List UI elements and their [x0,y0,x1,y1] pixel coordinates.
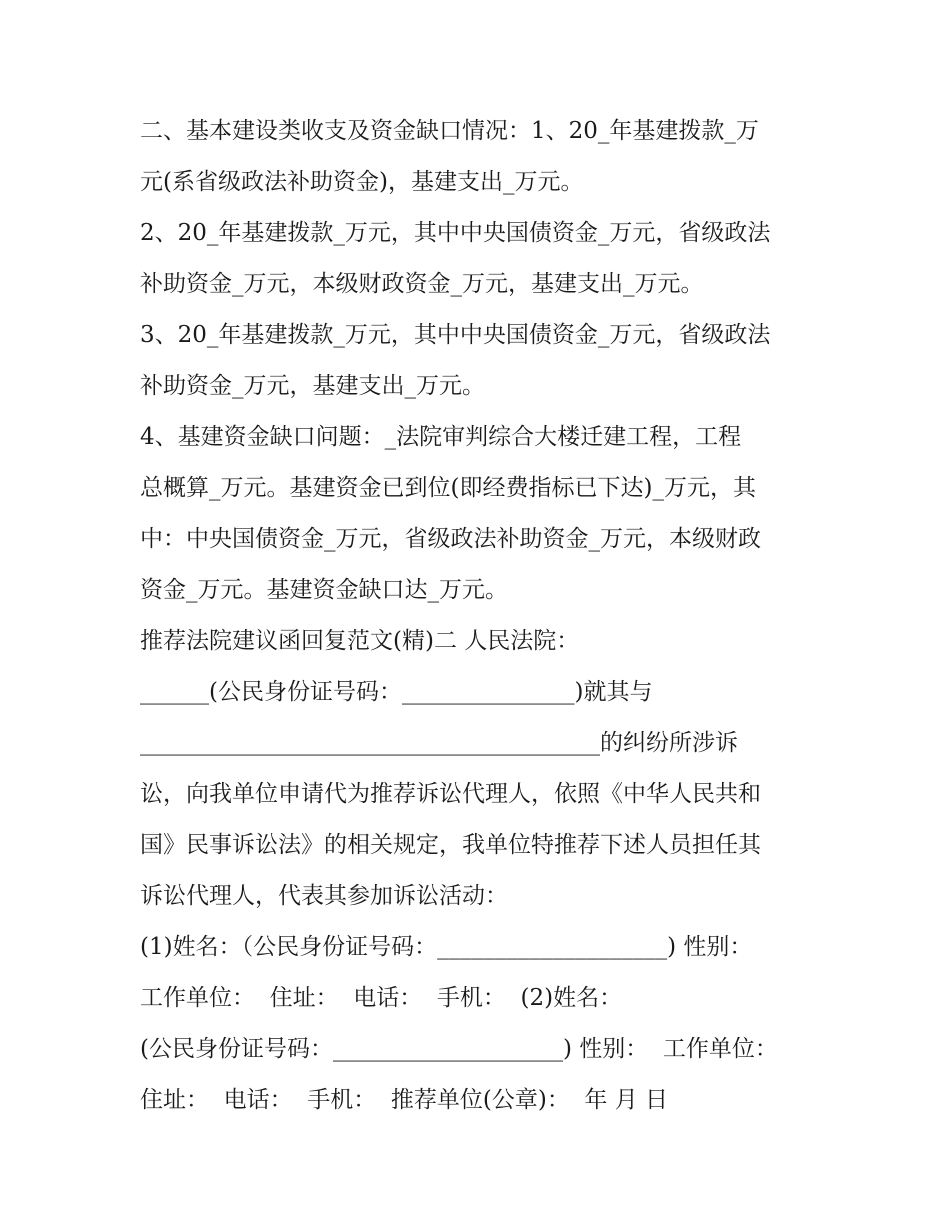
text-line: ________________________________________的纠纷所涉诉 [140,730,738,756]
section-heading: 推荐法院建议函回复范文(精)二 人民法院： [140,628,580,654]
text-line: 讼，向我单位申请代为推荐诉讼代理人，依照《中华人民共和 [140,781,761,807]
text-line: (公民身份证号码：____________________) 性别： 工作单位： [140,1036,778,1062]
text-line: ______(公民身份证号码：_______________)就其与 [140,679,653,705]
text-line: (1)姓名：（公民身份证号码：____________________) 性别： [140,934,753,960]
text-line: 住址： 电话： 手机： 推荐单位(公章)： 年 月 日 [140,1087,669,1113]
text-line: 工作单位： 住址： 电话： 手机： (2)姓名： [140,985,623,1011]
document-body [140,106,830,1126]
text-line: 国》民事诉讼法》的相关规定，我单位特推荐下述人员担任其 [140,832,761,858]
text-line: 总概算_万元。基建资金已到位(即经费指标已下达)_万元，其 [140,475,756,501]
text-line: 元(系省级政法补助资金)，基建支出_万元。 [140,169,584,195]
text-line: 补助资金_万元，基建支出_万元。 [140,373,485,399]
text-line: 二、基本建设类收支及资金缺口情况：1、20_年基建拨款_万 [140,118,759,144]
text-line: 3、20_年基建拨款_万元，其中中央国债资金_万元，省级政法 [140,322,771,348]
text-line: 中：中央国债资金_万元，省级政法补助资金_万元，本级财政 [140,526,761,552]
text-line: 资金_万元。基建资金缺口达_万元。 [140,577,508,603]
text-line: 诉讼代理人，代表其参加诉讼活动： [140,883,508,909]
text-line: 2、20_年基建拨款_万元，其中中央国债资金_万元，省级政法 [140,220,771,246]
text-line: 4、基建资金缺口问题：_法院审判综合大楼迁建工程，工程 [140,424,742,450]
text-line: 补助资金_万元，本级财政资金_万元，基建支出_万元。 [140,271,704,297]
